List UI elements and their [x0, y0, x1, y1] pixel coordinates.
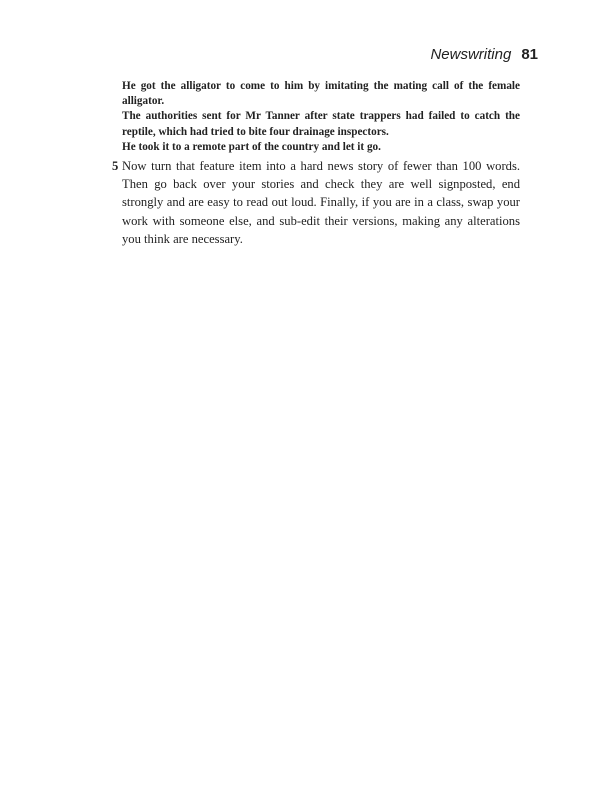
story-example-block — [122, 79, 520, 155]
story-line: He got the alligator to come to him by imitating the mating call of the female alligator. — [122, 80, 520, 108]
running-head — [430, 46, 538, 63]
story-line: The authorities sent for Mr Tanner after state trappers had failed to catch the reptile, which had tried to bite four drainage inspectors. — [122, 110, 520, 138]
exercise-item — [112, 157, 520, 248]
page-number: 81 — [521, 46, 538, 63]
story-line: He took it to a remote part of the country and let it go. — [122, 140, 381, 153]
exercise-number: 5 — [112, 159, 119, 173]
running-title: Newswriting — [430, 46, 512, 63]
exercise-text: Now turn that feature item into a hard news story of fewer than 100 words. Then go back over your stories and check they are well signposted, end strongly and are easy to read out loud. Finally, if you are in a class, swap your work with someone else, and sub-edit their versions, making any alterations you think are necessary. — [122, 159, 520, 246]
